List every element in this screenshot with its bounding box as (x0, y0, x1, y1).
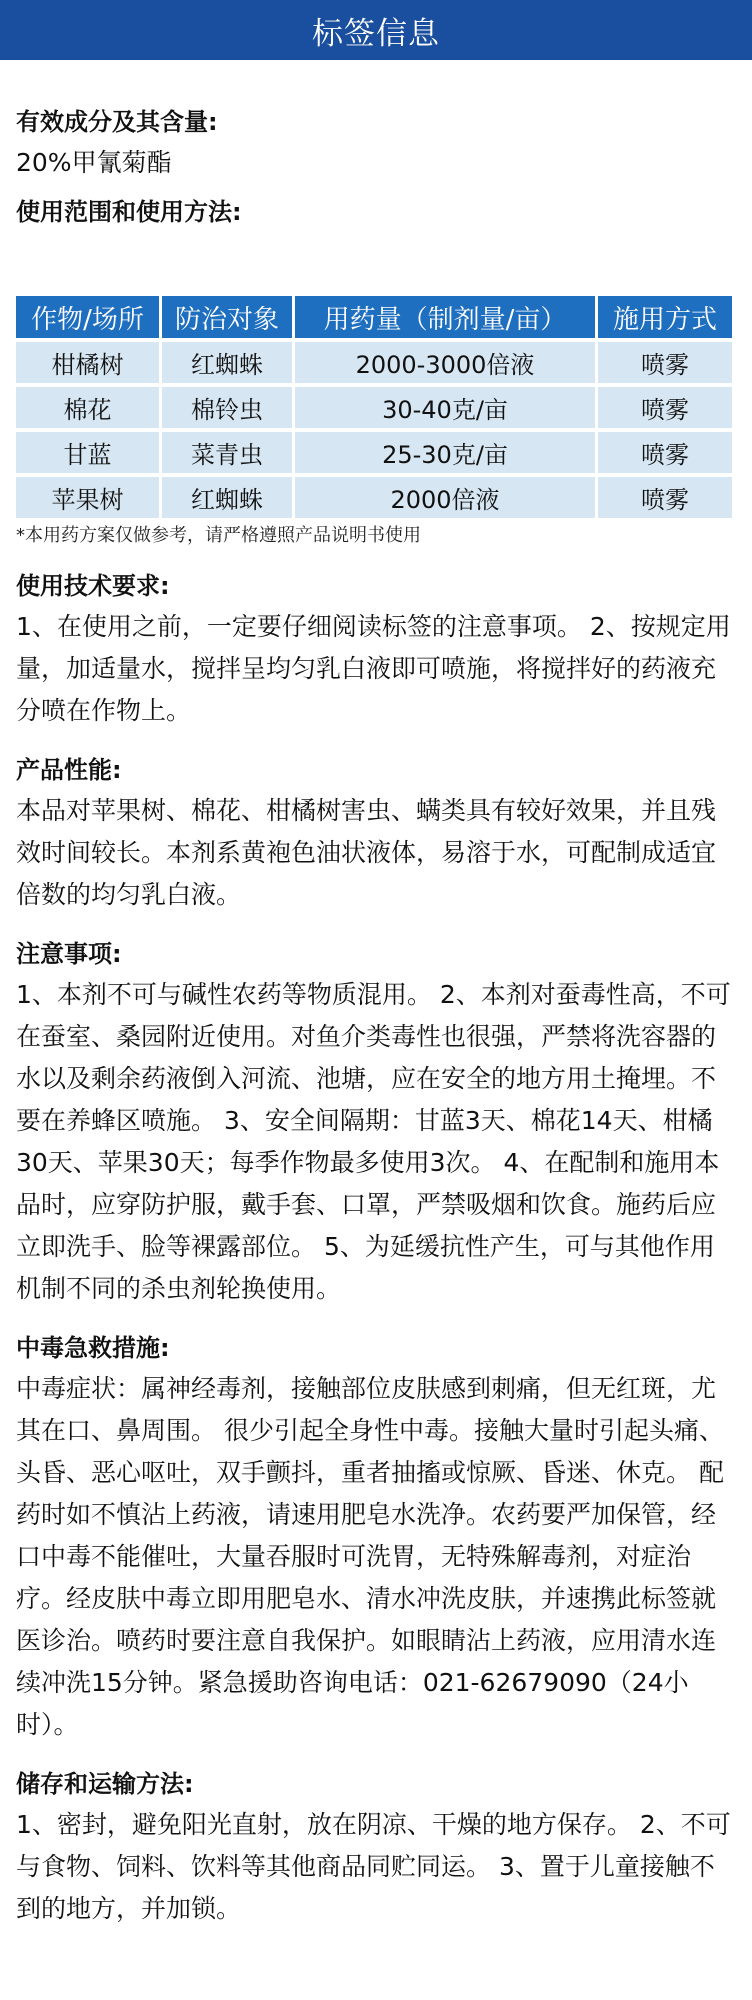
table-cell: 2000倍液 (295, 477, 595, 518)
table-cell: 苹果树 (16, 477, 159, 518)
table-cell: 喷雾 (598, 342, 732, 383)
ingredients-title: 有效成分及其含量: (16, 108, 218, 136)
table-header-crop: 作物/场所 (16, 296, 159, 338)
table-cell: 红蜘蛛 (162, 477, 292, 518)
table-cell: 菜青虫 (162, 432, 292, 473)
table-header-method: 施用方式 (598, 296, 732, 338)
table-header-target: 防治对象 (162, 296, 292, 338)
table-cell: 棉花 (16, 387, 159, 428)
table-row (16, 342, 732, 383)
table-row (16, 432, 732, 473)
table-cell: 25-30克/亩 (295, 432, 595, 473)
table-header-dosage: 用药量（制剂量/亩） (295, 296, 595, 338)
table-cell: 柑橘树 (16, 342, 159, 383)
storage-title: 储存和运输方法: (16, 1770, 194, 1798)
table-row (16, 477, 732, 518)
caution-title: 注意事项: (16, 940, 122, 968)
table-header-row (16, 296, 732, 338)
usage-table (13, 292, 735, 522)
performance-title: 产品性能: (16, 756, 122, 784)
tech-title: 使用技术要求: (16, 572, 170, 600)
label-content (0, 102, 752, 1930)
table-cell: 喷雾 (598, 387, 732, 428)
table-cell: 喷雾 (598, 432, 732, 473)
usage-table-wrap (16, 292, 736, 548)
table-cell: 30-40克/亩 (295, 387, 595, 428)
caution-text: 1、本剂不可与碱性农药等物质混用。 2、本剂对蚕毒性高，不可在蚕室、桑园附近使用。对鱼介类毒性也很强，严禁将洗容器的水以及剩余药液倒入河流、池塘，应在安全的地方用土掩埋。不要在养蜂区喷施。 3、安全间隔期：甘蓝3天、棉花14天、柑橘30天、苹果30天；每季作物最多使用3次。 4、在配制和施用本品时，应穿防护服，戴手套、口罩，严禁吸烟和饮食。施药后应立即洗手、脸等裸露部位。 5、为延缓抗性产生，可与其他作用机制不同的杀虫剂轮换使用。 (16, 980, 731, 1303)
table-cell: 2000-3000倍液 (295, 342, 595, 383)
tech-text: 1、在使用之前，一定要仔细阅读标签的注意事项。 2、按规定用量，加适量水，搅拌呈均匀乳白液即可喷施，将搅拌好的药液充分喷在作物上。 (16, 612, 731, 725)
table-cell: 喷雾 (598, 477, 732, 518)
table-cell: 棉铃虫 (162, 387, 292, 428)
table-note: *本用药方案仅做参考，请严格遵照产品说明书使用 (16, 525, 421, 546)
table-cell: 红蜘蛛 (162, 342, 292, 383)
page-header (0, 0, 752, 60)
table-cell: 甘蓝 (16, 432, 159, 473)
firstaid-text: 中毒症状：属神经毒剂，接触部位皮肤感到刺痛，但无红斑，尤其在口、鼻周围。 很少引起全身性中毒。接触大量时引起头痛、头昏、恶心呕吐，双手颤抖，重者抽搐或惊厥、昏迷、休克。 配药时如不慎沾上药液，请速用肥皂水洗净。农药要严加保管，经口中毒不能催吐，大量吞服时可洗胃，无特殊解毒剂，对症治疗。经皮肤中毒立即用肥皂水、清水冲洗皮肤，并速携此标签就医诊治。喷药时要注意自我保护。如眼睛沾上药液，应用清水连续冲洗15分钟。紧急援助咨询电话：021-62679090（24小时）。 (16, 1374, 724, 1739)
storage-text: 1、密封，避免阳光直射，放在阴凉、干燥的地方保存。 2、不可与食物、饲料、饮料等其他商品同贮同运。 3、置于儿童接触不到的地方，并加锁。 (16, 1810, 731, 1923)
header-title: 标签信息 (312, 15, 440, 52)
ingredients-value: 20%甲氰菊酯 (16, 148, 172, 177)
performance-text: 本品对苹果树、棉花、柑橘树害虫、螨类具有较好效果，并且残效时间较长。本剂系黄袍色油状液体，易溶于水，可配制成适宜倍数的均匀乳白液。 (16, 796, 717, 909)
firstaid-title: 中毒急救措施: (16, 1334, 170, 1362)
usage-title: 使用范围和使用方法: (16, 198, 242, 226)
table-row (16, 387, 732, 428)
